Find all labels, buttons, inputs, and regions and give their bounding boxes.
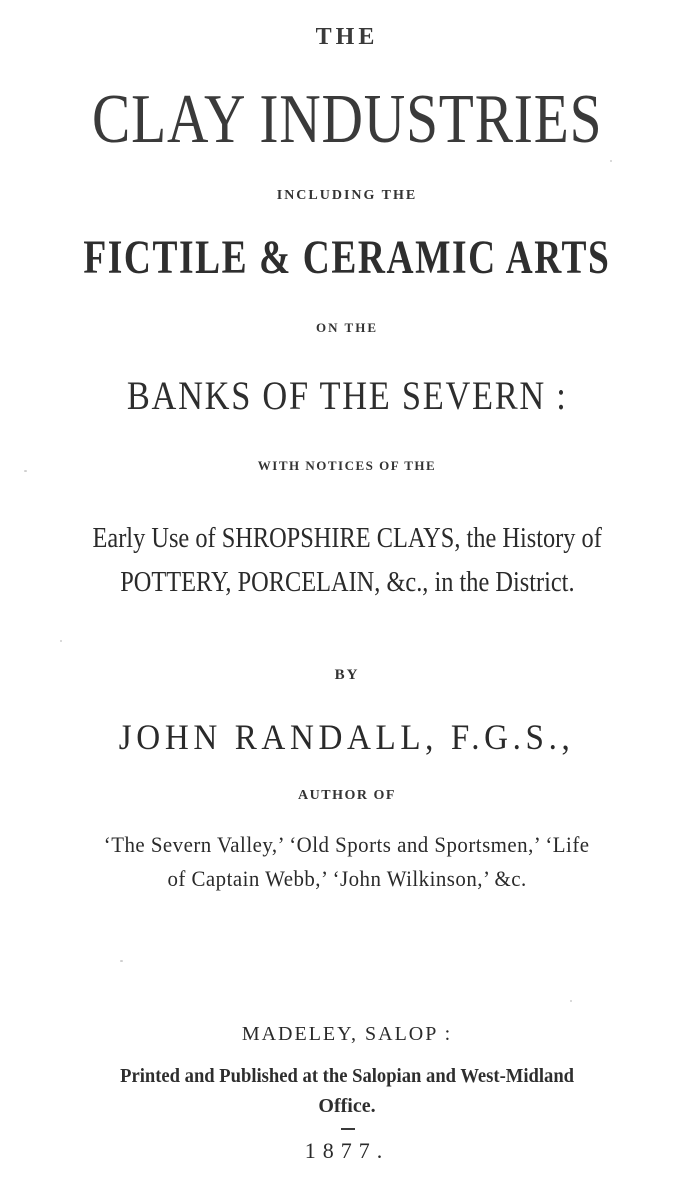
second-title: FICTILE & CERAMIC ARTS <box>83 231 611 284</box>
paper-speck <box>24 470 27 472</box>
printer-line-2: Office. <box>318 1095 376 1117</box>
third-title: BANKS OF THE SEVERN : <box>126 373 568 418</box>
subtitle-line-1: Early Use of SHROPSHIRE CLAYS, the History of <box>92 522 602 554</box>
publication-place: MADELEY, SALOP : <box>241 1023 453 1045</box>
paper-speck <box>570 1000 572 1002</box>
by-line: BY <box>334 667 360 683</box>
printer-line-1: Printed and Published at the Salopian and West-Midland <box>120 1065 574 1087</box>
paper-speck <box>610 160 612 162</box>
on-the-line: ON THE <box>316 320 378 335</box>
works-line-2: of Captain Webb,’ ‘John Wilkinson,’ &c. <box>167 866 527 891</box>
subtitle-line-2: POTTERY, PORCELAIN, &c., in the District. <box>119 566 575 598</box>
author-name: JOHN RANDALL, F.G.S., <box>119 717 575 757</box>
including-line: INCLUDING THE <box>276 188 418 203</box>
the-heading: THE <box>315 24 379 50</box>
publication-year: 1877. <box>304 1138 390 1163</box>
works-line-1: ‘The Severn Valley,’ ‘Old Sports and Sportsmen,’ ‘Life <box>104 832 590 857</box>
paper-speck <box>120 960 123 962</box>
paper-speck <box>60 640 62 642</box>
author-of-line: AUTHOR OF <box>298 788 396 803</box>
year-rule <box>341 1128 355 1130</box>
with-notices-line: WITH NOTICES OF THE <box>257 458 437 473</box>
main-title: CLAY INDUSTRIES <box>91 81 603 158</box>
